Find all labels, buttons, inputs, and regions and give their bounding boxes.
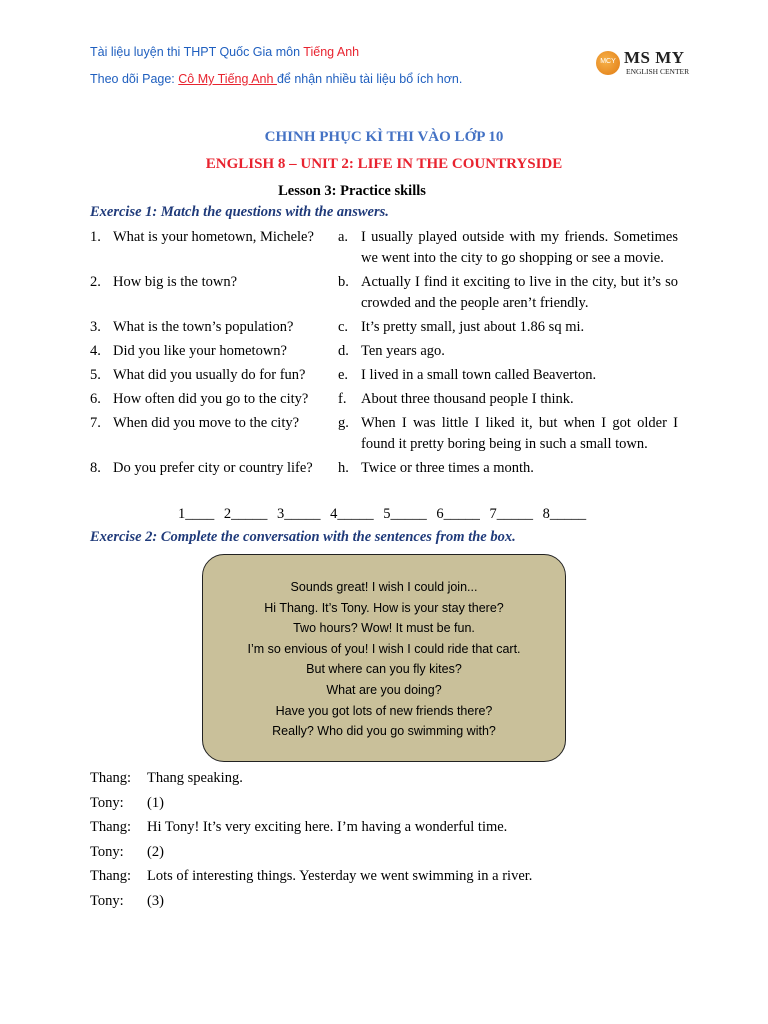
utterance[interactable]: (3): [147, 892, 164, 909]
box-sentence: But where can you fly kites?: [306, 662, 462, 677]
question-text: What did you usually do for fun?: [113, 367, 306, 383]
question-text: Do you prefer city or country life?: [113, 460, 313, 476]
answer-letter: f.: [338, 391, 347, 407]
table-row: [90, 317, 678, 338]
dialogue-line: [90, 840, 532, 865]
header-line-1: [90, 45, 359, 59]
question-text: What is the town’s population?: [113, 319, 294, 335]
utterance[interactable]: (1): [147, 794, 164, 811]
answer-letter: d.: [338, 343, 349, 359]
question-number: 7.: [90, 415, 101, 431]
question-text: What is your hometown, Michele?: [113, 229, 314, 245]
logo-badge-icon: [596, 51, 620, 75]
question-text: When did you move to the city?: [113, 415, 300, 431]
header-subject: Tiếng Anh: [303, 45, 360, 59]
table-row: [90, 389, 678, 410]
speaker: Tony:: [90, 892, 124, 909]
speaker: Thang:: [90, 819, 132, 835]
answer-text: Ten years ago.: [361, 343, 445, 359]
question-number: 1.: [90, 229, 101, 245]
question-number: 6.: [90, 391, 101, 407]
answer-letter: b.: [338, 274, 349, 290]
exercise-1-title: Exercise 1: Match the questions with the answers.: [90, 204, 389, 220]
header-line-2-end: .: [458, 72, 463, 86]
question-number: 8.: [90, 460, 101, 476]
question-text: Did you like your hometown?: [113, 343, 287, 359]
main-title: CHINH PHỤC KÌ THI VÀO LỚP 10: [264, 129, 504, 145]
answer-letter: c.: [338, 319, 349, 335]
question-number: 4.: [90, 343, 101, 359]
ms-my-logo: [596, 48, 706, 80]
box-sentence: Sounds great! I wish I could join...: [290, 580, 478, 594]
answer-blank[interactable]: 3_____: [276, 506, 321, 522]
answer-blank[interactable]: 8_____: [542, 506, 587, 522]
header-line-2: [90, 72, 462, 86]
table-row: [90, 458, 678, 479]
box-sentence: I’m so envious of you! I wish I could ride that cart.: [247, 641, 521, 656]
speaker: Tony:: [90, 794, 124, 811]
answer-letter: e.: [338, 367, 349, 383]
facebook-page-link[interactable]: Cô My Tiếng Anh: [178, 72, 277, 86]
answer-blank[interactable]: 5_____: [383, 506, 427, 522]
header-line-1-prefix: Tài liệu luyện thi THPT Quốc Gia môn: [90, 45, 304, 59]
dialogue-line: [90, 864, 532, 889]
question-number: 2.: [90, 274, 101, 290]
logo-name: MS MY: [624, 48, 685, 67]
answer-letter: a.: [338, 229, 349, 245]
box-sentence: Hi Thang. It’s Tony. How is your stay there?: [264, 600, 504, 615]
answer-blanks: [0, 506, 766, 523]
utterance: Thang speaking.: [147, 770, 243, 786]
dialogue-line: [90, 766, 532, 791]
table-row: [90, 413, 678, 455]
lesson-title: Lesson 3: Practice skills: [278, 183, 426, 199]
unit-title: ENGLISH 8 – UNIT 2: LIFE IN THE COUNTRYSIDE: [205, 156, 563, 172]
table-row: [90, 227, 678, 269]
answer-blank[interactable]: 4_____: [330, 506, 374, 522]
answer-text: It’s pretty small, just about 1.86 sq mi.: [361, 319, 585, 335]
header-line-2-prefix: Theo dõi Page:: [90, 72, 179, 86]
table-row: [90, 272, 678, 314]
box-sentence: Really? Who did you go swimming with?: [272, 724, 496, 739]
dialogue-line: [90, 791, 532, 816]
answer-text: I lived in a small town called Beaverton.: [361, 367, 597, 383]
speaker: Thang:: [90, 868, 132, 884]
question-number: 5.: [90, 367, 101, 383]
dialogue-line: [90, 889, 532, 914]
question-number: 3.: [90, 319, 101, 335]
answer-text: I usually played outside with my friends. Sometimes we went into the city to go shopping or see a movie.: [361, 229, 678, 266]
answer-blank[interactable]: 2_____: [223, 506, 268, 522]
logo-badge-text: MCY: [600, 58, 616, 65]
exercise-2-title: Exercise 2: Complete the conversation with the sentences from the box.: [90, 529, 516, 545]
box-sentence: Two hours? Wow! It must be fun.: [293, 621, 475, 636]
box-sentence: What are you doing?: [326, 682, 442, 697]
exercise-1-table: [90, 227, 678, 479]
logo-subtitle: ENGLISH CENTER: [626, 67, 690, 76]
answer-text: Actually I find it exciting to live in the city, but it’s so crowded and the people aren’t friendly.: [361, 274, 678, 311]
answer-blank[interactable]: 6_____: [436, 506, 480, 522]
answer-blank[interactable]: 1____: [177, 506, 215, 522]
answer-text: Twice or three times a month.: [361, 460, 534, 476]
table-row: [90, 365, 678, 386]
answer-letter: g.: [338, 415, 349, 431]
dialogue-line: [90, 815, 532, 840]
header-line-2-suffix: để nhận nhiều tài liệu bổ ích hơn: [276, 72, 459, 86]
utterance: Hi Tony! It’s very exciting here. I’m having a wonderful time.: [147, 819, 508, 835]
utterance: Lots of interesting things. Yesterday we went swimming in a river.: [147, 868, 533, 884]
table-row: [90, 341, 678, 362]
speaker: Tony:: [90, 843, 124, 860]
answer-letter: h.: [338, 460, 349, 476]
sentence-box: [202, 554, 566, 762]
question-text: How big is the town?: [113, 274, 238, 290]
question-text: How often did you go to the city?: [113, 391, 309, 407]
box-sentence: Have you got lots of new friends there?: [275, 703, 493, 718]
answer-text: About three thousand people I think.: [361, 391, 574, 407]
answer-text: When I was little I liked it, but when I got older I found it pretty boring being in such a small town.: [361, 415, 678, 452]
answer-blank[interactable]: 7_____: [489, 506, 533, 522]
speaker: Thang:: [90, 770, 132, 786]
utterance[interactable]: (2): [147, 843, 164, 860]
conversation: [90, 766, 532, 913]
